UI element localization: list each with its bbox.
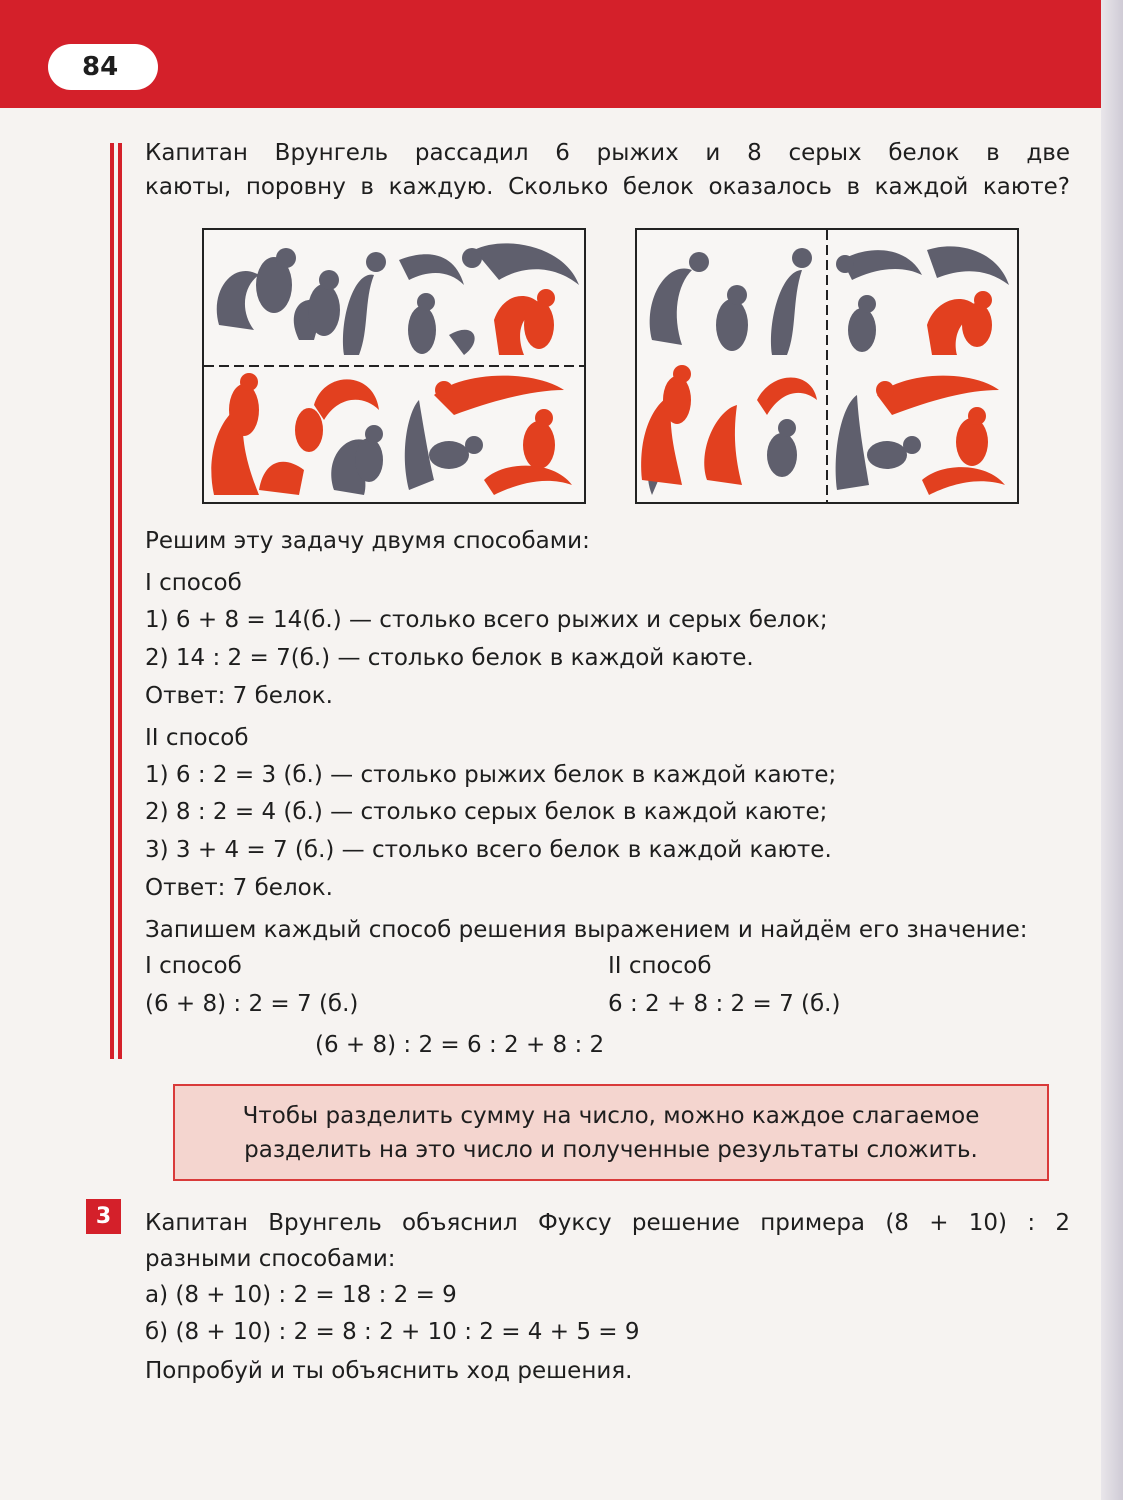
grey-squirrel-r9-body bbox=[867, 441, 907, 469]
expr1-title: I способ bbox=[145, 953, 242, 979]
page-edge bbox=[1101, 0, 1123, 1500]
method1-step-2: 2) 14 : 2 = 7(б.) — столько белок в каждой каюте. bbox=[145, 645, 754, 671]
grey-squirrel-r5-head bbox=[778, 419, 796, 437]
red-squirrel-top-1-head bbox=[537, 289, 555, 307]
red-squirrel-5-body bbox=[523, 421, 555, 469]
red-squirrel-r4-body bbox=[962, 303, 992, 347]
expression-intro: Запишем каждый способ решения выражением и найдём его значение: bbox=[145, 917, 1028, 943]
header-band bbox=[0, 0, 1123, 108]
red-squirrel-4-head bbox=[435, 381, 453, 399]
squirrels-right-svg bbox=[637, 230, 1017, 502]
equality: (6 + 8) : 2 = 6 : 2 + 8 : 2 bbox=[315, 1032, 605, 1058]
red-squirrel-top-1-body bbox=[524, 301, 554, 349]
solution-intro: Решим эту задачу двумя способами: bbox=[145, 528, 590, 554]
squirrels-four-groups-icon bbox=[635, 228, 1019, 504]
grey-squirrel-r7 bbox=[927, 246, 1009, 285]
rule-line-1: Чтобы разделить сумму на число, можно каждое слагаемое bbox=[242, 1102, 980, 1129]
red-squirrel-3-body bbox=[295, 408, 323, 452]
red-squirrel-3 bbox=[314, 379, 379, 420]
grey-squirrel-r1 bbox=[650, 268, 692, 345]
grey-squirrel-1-head bbox=[276, 248, 296, 268]
red-squirrel-5-head bbox=[535, 409, 553, 427]
method2-answer: Ответ: 7 белок. bbox=[145, 875, 333, 901]
grey-squirrel-1 bbox=[217, 271, 259, 330]
squirrels-two-cabins-icon bbox=[202, 228, 586, 504]
task3-b: б) (8 + 10) : 2 = 8 : 2 + 10 : 2 = 4 + 5 = 9 bbox=[145, 1319, 640, 1345]
red-squirrel-r5-head bbox=[876, 381, 894, 399]
margin-bar-right bbox=[118, 143, 122, 1059]
grey-squirrel-4 bbox=[399, 254, 464, 285]
grey-squirrel-r2-body bbox=[716, 299, 748, 351]
red-squirrel-2 bbox=[259, 462, 304, 495]
rule-line-2: разделить на это число и полученные результаты сложить. bbox=[244, 1136, 978, 1163]
red-squirrel-group-top bbox=[494, 289, 555, 355]
grey-squirrel-8-body bbox=[355, 438, 383, 482]
method1-title: I способ bbox=[145, 570, 242, 596]
grey-squirrel-r9 bbox=[836, 395, 869, 490]
grey-squirrel-r6 bbox=[842, 250, 922, 280]
grey-squirrel-9-body bbox=[429, 441, 469, 469]
expr2: 6 : 2 + 8 : 2 = 7 (б.) bbox=[608, 991, 841, 1017]
grey-squirrel-r9-head bbox=[903, 436, 921, 454]
red-squirrel-r6-body bbox=[956, 418, 988, 466]
task-number-badge: 3 bbox=[86, 1199, 121, 1234]
grey-squirrel-r5-body bbox=[767, 433, 797, 477]
grey-squirrel-r1-head bbox=[689, 252, 709, 272]
grey-squirrel-3-head bbox=[366, 252, 386, 272]
expr2-title: II способ bbox=[608, 953, 712, 979]
red-squirrel-r1-head bbox=[673, 365, 691, 383]
grey-squirrel-7 bbox=[474, 243, 579, 285]
red-squirrel-group-bottom bbox=[211, 373, 572, 495]
red-squirrel-r6-head bbox=[968, 407, 986, 425]
grey-squirrel-r6-head bbox=[836, 255, 854, 273]
grey-squirrel-group-bottom bbox=[331, 400, 483, 495]
page-number: 84 bbox=[48, 44, 158, 90]
grey-squirrel-r8-head bbox=[858, 295, 876, 313]
method2-step-2: 2) 8 : 2 = 4 (б.) — столько серых белок в каждой каюте; bbox=[145, 799, 828, 825]
problem-line-2: каюты, поровну в каждую. Сколько белок оказалось в каждой каюте? bbox=[145, 174, 1070, 200]
grey-squirrel-r3-head bbox=[792, 248, 812, 268]
task3-line-2: разными способами: bbox=[145, 1246, 396, 1272]
squirrels-left-svg bbox=[204, 230, 584, 502]
red-squirrel-1-head bbox=[240, 373, 258, 391]
red-squirrel-r4-head bbox=[974, 291, 992, 309]
task3-a: а) (8 + 10) : 2 = 18 : 2 = 9 bbox=[145, 1282, 457, 1308]
red-squirrel-r1-body bbox=[663, 376, 691, 424]
method2-title: II способ bbox=[145, 725, 249, 751]
grey-squirrel-9-head bbox=[465, 436, 483, 454]
grey-squirrel-r2-head bbox=[727, 285, 747, 305]
method2-step-3: 3) 3 + 4 = 7 (б.) — столько всего белок в каждой каюте. bbox=[145, 837, 832, 863]
rule-box bbox=[173, 1084, 1049, 1181]
red-squirrel-5 bbox=[484, 466, 572, 495]
grey-squirrel-5-head bbox=[417, 293, 435, 311]
problem-text bbox=[145, 136, 1070, 204]
grey-squirrel-r8-body bbox=[848, 308, 876, 352]
grey-squirrel-9 bbox=[405, 400, 434, 490]
method1-step-1: 1) 6 + 8 = 14(б.) — столько всего рыжих и серых белок; bbox=[145, 607, 828, 633]
method2-step-1: 1) 6 : 2 = 3 (б.) — столько рыжих белок в каждой каюте; bbox=[145, 762, 837, 788]
grey-squirrel-r3 bbox=[771, 270, 802, 355]
grey-squirrel-5-body bbox=[408, 306, 436, 354]
task3-line-1: Капитан Врунгель объяснил Фуксу решение примера (8 + 10) : 2 bbox=[145, 1210, 1070, 1236]
task3-text bbox=[145, 1206, 1070, 1240]
grey-squirrel-8-head bbox=[365, 425, 383, 443]
grey-squirrel-3 bbox=[343, 275, 374, 355]
grey-squirrel-7-head bbox=[462, 248, 482, 268]
red-squirrel-1-body bbox=[229, 384, 259, 436]
grey-squirrel-2-body bbox=[308, 284, 340, 336]
margin-bar-left bbox=[110, 143, 114, 1059]
problem-line-1: Капитан Врунгель рассадил 6 рыжих и 8 серых белок в две bbox=[145, 140, 1070, 166]
method1-answer: Ответ: 7 белок. bbox=[145, 683, 333, 709]
expr1: (6 + 8) : 2 = 7 (б.) bbox=[145, 991, 359, 1017]
red-squirrel-r2 bbox=[704, 405, 742, 485]
grey-squirrel-2-head bbox=[319, 270, 339, 290]
red-squirrel-r6 bbox=[922, 467, 1005, 495]
grey-squirrel-6 bbox=[449, 330, 475, 355]
red-squirrel-r3 bbox=[757, 378, 817, 416]
task3-closing: Попробуй и ты объяснить ход решения. bbox=[145, 1358, 633, 1384]
